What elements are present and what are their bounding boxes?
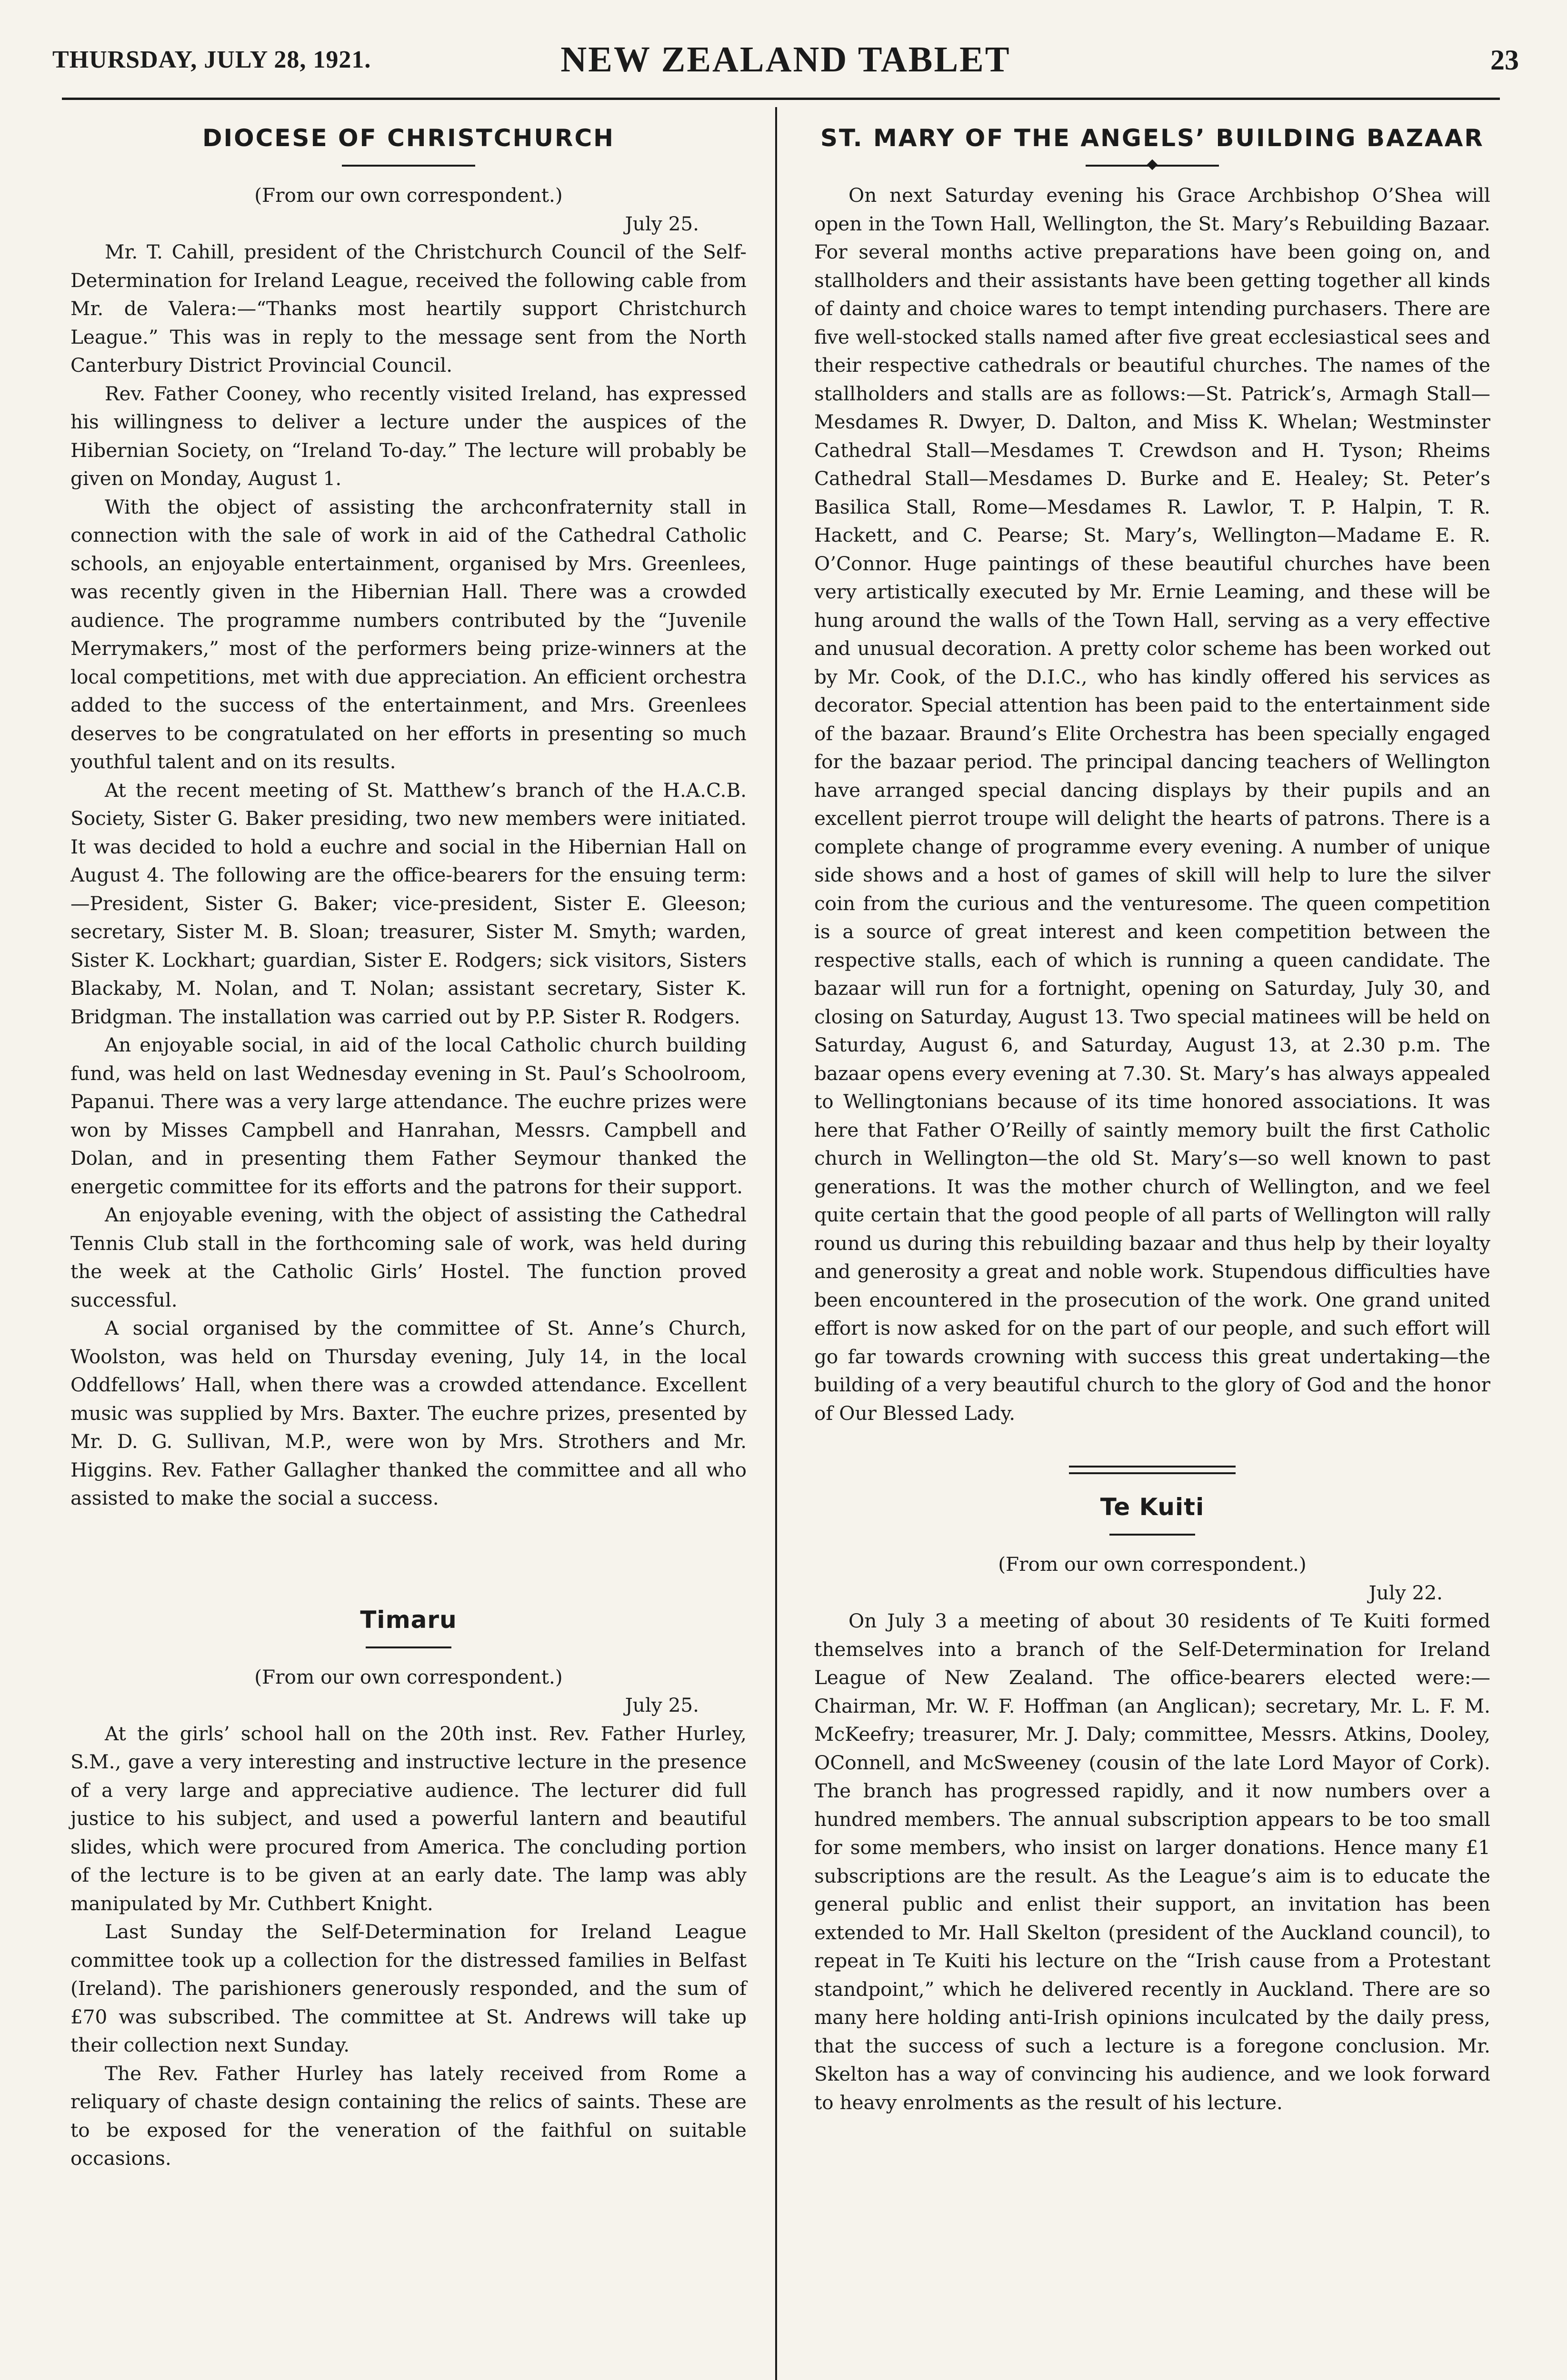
title-ornament	[342, 163, 475, 168]
left-column	[70, 121, 747, 2173]
title-ornament	[1109, 1532, 1195, 1537]
article-bazaar	[814, 121, 1490, 1428]
article-title: Te Kuiti	[1100, 1493, 1205, 1521]
column-divider	[775, 107, 777, 2380]
paragraph: On July 3 a meeting of about 30 residents of Te Kuiti formed themselves into a branch of the Self-Determination for Ireland League of New Zealand. The office-bearers elected were:—Chairman, Mr. W. F. Hoffman (an Anglican); secretary, Mr. L. F. M. McKeefry; treasurer, Mr. J. Daly; committee, Messrs. Atkins, Dooley, OConnell, and McSweeney (cousin of the late Lord Mayor of Cork). The branch has progressed rapidly, and it now numbers over a hundred members. The annual subscription appears to be too small for some members, who insist on larger donations. Hence many £1 subscriptions are the result. As the League’s aim is to educate the general public and enlist their support, an invitation has been extended to Mr. Hall Skelton (president of the Auckland council), to repeat in Te Kuiti his lecture on the “Irish cause from a Protestant standpoint,” which he delivered recently in Auckland. There are so many here holding anti-Irish opinions inculcated by the daily press, that the success of such a lecture is a foregone conclusion. Mr. Skelton has a way of convincing his audience, and we look forward to heavy enrolments as the result of his lecture.	[814, 1609, 1490, 2114]
article-tekuiti	[814, 1490, 1490, 2117]
paragraph: Mr. T. Cahill, president of the Christchurch Council of the Self-Determination for Ireland League, received the following cable from Mr. de Valera:—“Thanks most heartily support Christchurch League.” This was in reply to the message sent from the North Canterbury District Provincial Council.	[70, 240, 747, 377]
title-ornament	[366, 1645, 451, 1650]
paragraph: At the recent meeting of St. Matthew’s branch of the H.A.C.B. Society, Sister G. Baker presiding, two new members were initiated. It was decided to hold a euchre and social in the Hibernian Hall on August 4. The following are the office-bearers for the ensuing term:—President, Sister G. Baker; vice-president, Sister E. Gleeson; secretary, Sister M. B. Sloan; treasurer, Sister M. Smyth; warden, Sister K. Lockhart; guardian, Sister E. Rodgers; sick visitors, Sisters Blackaby, M. Nolan, and T. Nolan; assistant secretary, Sister K. Bridgman. The installation was carried out by P.P. Sister R. Rodgers.	[70, 778, 747, 1028]
article-dateline: July 25.	[625, 1694, 699, 1716]
article-title: ST. MARY OF THE ANGELS’ BUILDING BAZAAR	[820, 124, 1484, 152]
page-number: 23	[1490, 44, 1519, 76]
article-byline: (From our own correspondent.)	[254, 1665, 563, 1688]
header-rule	[62, 98, 1500, 100]
right-column	[814, 121, 1490, 2117]
paragraph: A social organised by the committee of St. Anne’s Church, Woolston, was held on Thursday evening, July 14, in the local Oddfellows’ Hall, when there was a crowded attendance. Excellent music was supplied by Mrs. Baxter. The euchre prizes, presented by Mr. D. G. Sullivan, M.P., were won by Mrs. Strothers and Mr. Higgins. Rev. Father Gallagher thanked the committee and all who assisted to make the social a success.	[70, 1317, 747, 1509]
section-rule	[1069, 1466, 1236, 1474]
paragraph: The Rev. Father Hurley has lately received from Rome a reliquary of chaste design containing the relics of saints. These are to be exposed for the veneration of the faithful on suitable occasions.	[70, 2062, 747, 2170]
masthead-title: NEW ZEALAND TABLET	[560, 40, 1011, 79]
issue-date: THURSDAY, JULY 28, 1921.	[52, 46, 371, 73]
article-byline: (From our own correspondent.)	[254, 184, 563, 207]
paragraph: On next Saturday evening his Grace Archbishop O’Shea will open in the Town Hall, Wellington, the St. Mary’s Rebuilding Bazaar. For several months active preparations have been going on, and stallholders and their assistants have been getting together all kinds of dainty and choice wares to tempt intending purchasers. There are five well-stocked stalls named after five great ecclesiastical sees and their respective cathedrals or beautiful churches. The names of the stallholders and stalls are as follows:—St. Patrick’s, Armagh Stall—Mesdames R. Dwyer, D. Dalton, and Miss K. Whelan; Westminster Cathedral Stall—Mesdames T. Crewdson and H. Tyson; Rheims Cathedral Stall—Mesdames D. Burke and E. Healey; St. Peter’s Basilica Stall, Rome—Mesdames R. Lawlor, T. P. Halpin, T. R. Hackett, and C. Pearse; St. Mary’s, Wellington—Madame E. R. O’Connor. Huge paintings of these beautiful churches have been very artistically executed by Mr. Ernie Leaming, and these will be hung around the walls of the Town Hall, serving as a very effective and unusual decoration. A pretty color scheme has been worked out by Mr. Cook, of the D.I.C., who has kindly offered his services as decorator. Special attention has been paid to the entertainment side of the bazaar. Braund’s Elite Orchestra has been specially engaged for the bazaar period. The principal dancing teachers of Wellington have arranged special dancing displays by their pupils and an excellent pierrot troupe will delight the hearts of patrons. There is a complete change of programme every evening. A number of unique side shows and a host of games of skill will help to lure the silver coin from the curious and the venturesome. The queen competition is a source of great interest and keen competition between the respective stalls, each of which is running a queen candidate. The bazaar will run for a fortnight, opening on Saturday, July 30, and closing on Saturday, August 13. Two special matinees will be held on Saturday, August 6, and Saturday, August 13, at 2.30 p.m. The bazaar opens every evening at 7.30. St. Mary’s has always appealed to Wellingtonians because of its time honored associations. It was here that Father O’Reilly of saintly memory built the first Catholic church in Wellington—the old St. Mary’s—so well known to past generations. It was the mother church of Wellington, and we feel quite certain that the good people of all parts of Wellington will rally round us during this rebuilding bazaar and thus help by their loyalty and generosity a great and noble work. Stupendous difficulties have been encountered in the prosecution of the work. One grand united effort is now asked for on the part of our people, and such effort will go far towards crowning with success this great undertaking—the building of a very beautiful church to the glory of God and the honor of Our Blessed Lady.	[814, 184, 1490, 1425]
paragraph: An enjoyable evening, with the object of assisting the Cathedral Tennis Club stall in the forthcoming sale of work, was held during the week at the Catholic Girls’ Hostel. The function proved successful.	[70, 1203, 747, 1311]
page-header	[52, 37, 1519, 94]
article-dateline: July 22.	[1368, 1581, 1443, 1604]
section-spacer	[70, 1513, 747, 1603]
article-christchurch	[70, 121, 747, 1513]
article-title: Timaru	[360, 1606, 457, 1634]
paragraph: An enjoyable social, in aid of the local Catholic church building fund, was held on last Wednesday evening in St. Paul’s Schoolroom, Papanui. There was a very large attendance. The euchre prizes were won by Misses Campbell and Hanrahan, Messrs. Campbell and Dolan, and in presenting them Father Seymour thanked the energetic committee for its efforts and the patrons for their support.	[70, 1033, 747, 1198]
title-ornament	[1086, 163, 1219, 168]
paragraph: Last Sunday the Self-Determination for Ireland League committee took up a collection for the distressed families in Belfast (Ireland). The parishioners generously responded, and the sum of £70 was subscribed. The committee at St. Andrews will take up their collection next Sunday.	[70, 1920, 747, 2056]
article-timaru	[70, 1603, 747, 2173]
paragraph: With the object of assisting the archconfraternity stall in connection with the sale of work in aid of the Cathedral Catholic schools, an enjoyable entertainment, organised by Mrs. Greenlees, was recently given in the Hibernian Hall. There was a crowded audience. The programme numbers contributed by the “Juvenile Merrymakers,” most of the performers being prize-winners at the local competitions, met with due appreciation. An efficient orchestra added to the success of the entertainment, and Mrs. Greenlees deserves to be congratulated on her efforts in presenting so much youthful talent and on its results.	[70, 495, 747, 773]
article-title: DIOCESE OF CHRISTCHURCH	[202, 124, 615, 152]
paragraph: Rev. Father Cooney, who recently visited Ireland, has expressed his willingness to deliver a lecture under the auspices of the Hibernian Society, on “Ireland To-day.” The lecture will probably be given on Monday, August 1.	[70, 382, 747, 490]
article-byline: (From our own correspondent.)	[998, 1553, 1307, 1576]
article-dateline: July 25.	[625, 212, 699, 235]
paragraph: At the girls’ school hall on the 20th inst. Rev. Father Hurley, S.M., gave a very interesting and instructive lecture in the presence of a very large and appreciative audience. The lecturer did full justice to his subject, and used a powerful lantern and beautiful slides, which were procured from America. The concluding portion of the lecture is to be given at an early date. The lamp was ably manipulated by Mr. Cuthbert Knight.	[70, 1722, 747, 1915]
